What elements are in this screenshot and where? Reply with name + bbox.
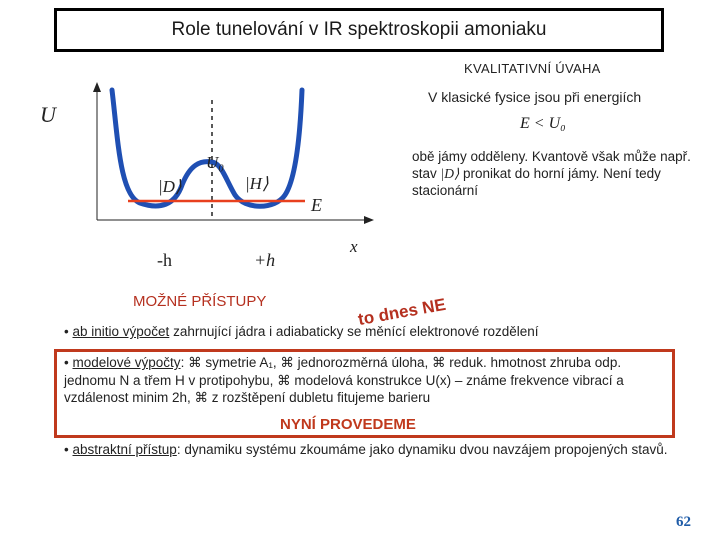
u0-label: U₀: [206, 153, 225, 172]
point-abstract-approach: [64, 441, 674, 459]
quantum-text: [412, 148, 712, 199]
ab-initio-link[interactable]: ab initio výpočet: [72, 324, 170, 339]
quantum-text-part-1: obě jámy odděleny. Kvantově však může např. stav: [412, 149, 691, 181]
model-calculations-text: : ⌘ symetrie A₁, ⌘ jednorozměrná úloha, ⌘ reduk. hmotnost zhruba odp. jednomu N a třem H v protipohybu, ⌘ modelová konstrukce U(x) – známe frekvence vibrací a vzdálenost minim 2h, ⌘ z rozštěpení dubletu fitujeme barieru: [64, 355, 624, 405]
classical-text: V klasické fysice jsou při energiích: [428, 89, 642, 105]
point-model-calculations: [64, 354, 664, 407]
title-box: [54, 8, 664, 52]
bullet: •: [64, 442, 69, 457]
stamp-not-today: to dnes NE: [356, 294, 448, 330]
h-state-label: |H⟩: [245, 174, 269, 193]
ab-initio-text: zahrnující jádra i adiabaticky se měnící elektronové rozdělení: [173, 324, 539, 339]
now-we-perform-label: NYNÍ PROVEDEME: [280, 416, 416, 433]
minus-h-label: -h: [157, 250, 172, 270]
model-calculations-link[interactable]: modelové výpočty: [72, 355, 181, 370]
u-axis-label: U: [40, 102, 56, 127]
double-well-curve: [112, 90, 302, 206]
approaches-heading: MOŽNÉ PŘÍSTUPY: [133, 293, 267, 310]
abstract-approach-link[interactable]: abstraktní přístup: [72, 442, 177, 457]
quantum-text-part-2: pronikat do horní jámy. Není tedy stacionární: [412, 166, 661, 198]
e-label: E: [311, 195, 322, 215]
energy-formula: E < U₀: [520, 115, 566, 132]
y-axis-arrow: [93, 82, 101, 92]
x-axis-arrow: [364, 216, 374, 224]
plus-h-label: +h: [254, 250, 276, 270]
quantum-state-inline: |D⟩: [440, 166, 460, 181]
page-title: Role tunelování v IR spektroskopii amoniaku: [171, 19, 547, 40]
page-number: 62: [676, 514, 691, 530]
x-axis-label: x: [350, 237, 358, 256]
bullet: •: [64, 355, 69, 370]
d-state-label: |D⟩: [158, 177, 182, 196]
subtitle: KVALITATIVNÍ ÚVAHA: [464, 61, 601, 76]
potential-diagram: [30, 80, 410, 280]
abstract-approach-text: : dynamiku systému zkoumáme jako dynamiku dvou navzájem propojených stavů.: [176, 442, 668, 457]
bullet: •: [64, 324, 69, 339]
point-ab-initio: [64, 324, 539, 339]
